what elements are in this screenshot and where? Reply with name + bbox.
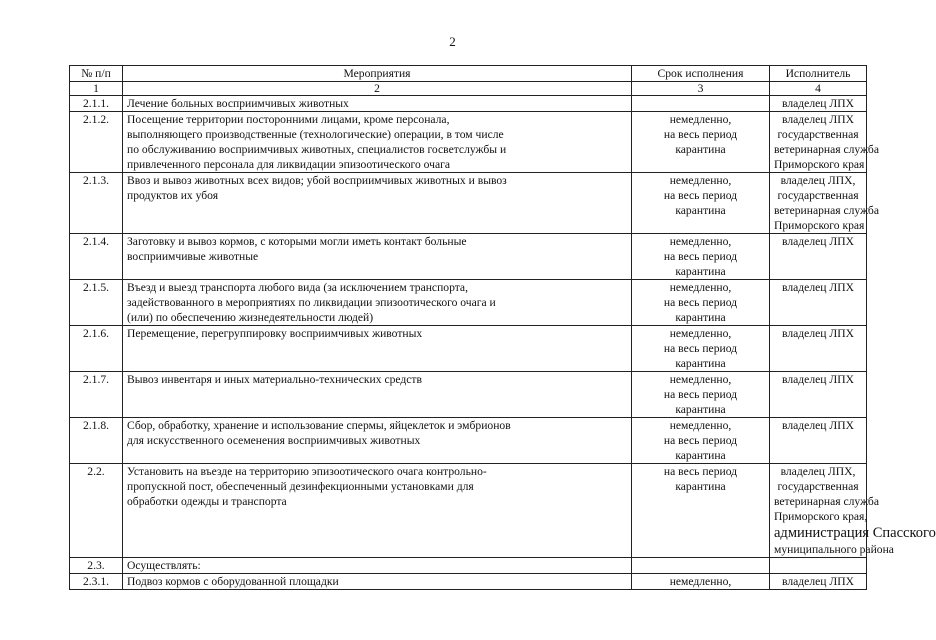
executor-line: владелец ЛПХ <box>782 113 854 126</box>
term-cell <box>632 96 770 112</box>
measure-cell <box>123 112 632 173</box>
term-line: немедленно, <box>669 174 732 187</box>
measure-line: Установить на въезде на территорию эпизоотического очага контрольно- <box>127 465 487 478</box>
term-line: на весь период <box>663 434 738 447</box>
executor-line: владелец ЛПХ <box>782 281 854 294</box>
executor-line: владелец ЛПХ <box>782 373 854 386</box>
term-line: карантина <box>675 265 726 278</box>
header-executor: Исполнитель <box>770 66 867 82</box>
measure-line: привлеченного персонала для ликвидации эпизоотического очага <box>127 158 451 171</box>
measure-cell <box>123 558 632 574</box>
term-line: карантина <box>675 403 726 416</box>
measure-cell <box>123 326 632 372</box>
executor-cell <box>770 418 867 464</box>
term-line: немедленно, <box>669 419 732 432</box>
table-row <box>70 173 867 234</box>
measure-line: задействованного в мероприятиях по ликвидации эпизоотического очага и <box>127 296 496 309</box>
term-line: карантина <box>675 143 726 156</box>
executor-line: государственная <box>777 480 859 493</box>
executor-cell <box>770 280 867 326</box>
row-number: 2.1.7. <box>70 372 123 418</box>
measure-cell <box>123 372 632 418</box>
column-index: 3 <box>632 82 770 96</box>
header-row <box>70 66 867 82</box>
executor-line: владелец ЛПХ, <box>780 465 856 478</box>
executor-cell <box>770 464 936 558</box>
term-line: немедленно, <box>669 373 732 386</box>
measure-cell <box>123 96 632 112</box>
measure-line: Посещение территории посторонними лицами, кроме персонала, <box>127 113 450 126</box>
executor-line: владелец ЛПХ <box>782 235 854 248</box>
executor-line: Приморского края <box>774 219 865 232</box>
term-cell <box>632 464 770 558</box>
term-line: на весь период <box>663 296 738 309</box>
executor-line: владелец ЛПХ <box>782 327 854 340</box>
term-cell <box>632 558 770 574</box>
term-line: карантина <box>675 357 726 370</box>
executor-line: администрация Спасского <box>774 525 936 541</box>
table-row <box>70 234 867 280</box>
measures-table <box>69 65 936 590</box>
measure-line: (или) по обеспечению жизнедеятельности людей) <box>127 311 374 324</box>
measure-line: Лечение больных восприимчивых животных <box>127 97 349 110</box>
executor-cell <box>770 558 867 574</box>
term-cell <box>632 234 770 280</box>
row-number: 2.1.2. <box>70 112 123 173</box>
term-line: карантина <box>675 204 726 217</box>
term-line: на весь период <box>663 128 738 141</box>
measure-cell <box>123 280 632 326</box>
executor-cell <box>770 112 879 173</box>
table-row <box>70 464 867 558</box>
term-cell <box>632 574 770 590</box>
executor-cell <box>770 173 879 234</box>
executor-line: Приморского края, <box>774 510 868 523</box>
table-row <box>70 96 867 112</box>
measure-cell <box>123 173 632 234</box>
term-line: на весь период <box>663 388 738 401</box>
term-line: немедленно, <box>669 113 732 126</box>
measure-line: Заготовку и вывоз кормов, с которыми могли иметь контакт больные <box>127 235 467 248</box>
measure-line: Вывоз инвентаря и иных материально-технических средств <box>127 373 422 386</box>
table-row <box>70 112 867 173</box>
term-line: немедленно, <box>669 327 732 340</box>
executor-line: муниципального района <box>774 543 894 556</box>
term-line: на весь период <box>663 465 738 478</box>
measure-line: Подвоз кормов с оборудованной площадки <box>127 575 339 588</box>
row-number: 2.1.4. <box>70 234 123 280</box>
measure-line: обработки одежды и транспорта <box>127 495 287 508</box>
column-index-row <box>70 82 867 96</box>
row-number: 2.1.5. <box>70 280 123 326</box>
row-number: 2.1.3. <box>70 173 123 234</box>
executor-cell <box>770 234 867 280</box>
executor-cell <box>770 574 867 590</box>
header-num: № п/п <box>70 66 123 82</box>
term-line: карантина <box>675 449 726 462</box>
row-number: 2.3. <box>70 558 123 574</box>
table-row <box>70 326 867 372</box>
term-line: на весь период <box>663 189 738 202</box>
header-term: Срок исполнения <box>632 66 770 82</box>
executor-cell <box>770 326 867 372</box>
executor-line: государственная <box>777 189 859 202</box>
measure-line: по обслуживанию восприимчивых животных, специалистов госветслужбы и <box>127 143 507 156</box>
measure-cell <box>123 234 632 280</box>
measure-line: для искусственного осеменения восприимчивых животных <box>127 434 421 447</box>
term-cell <box>632 326 770 372</box>
term-cell <box>632 372 770 418</box>
executor-line: владелец ЛПХ <box>782 575 854 588</box>
executor-cell <box>770 96 867 112</box>
table-body <box>70 96 936 590</box>
executor-line: ветеринарная служба <box>774 204 879 217</box>
term-line: немедленно, <box>669 235 732 248</box>
term-line: немедленно, <box>669 281 732 294</box>
executor-line: ветеринарная служба <box>774 143 879 156</box>
executor-line: государственная <box>777 128 859 141</box>
executor-line: Приморского края <box>774 158 865 171</box>
page-number: 2 <box>449 34 456 49</box>
term-cell <box>632 112 770 173</box>
table-row <box>70 372 867 418</box>
executor-line: владелец ЛПХ, <box>780 174 856 187</box>
table-row <box>70 574 867 590</box>
measure-line: Перемещение, перегруппировку восприимчивых животных <box>127 327 423 340</box>
measure-cell <box>123 418 632 464</box>
term-cell <box>632 418 770 464</box>
executor-line: владелец ЛПХ <box>782 97 854 110</box>
measure-line: Ввоз и вывоз животных всех видов; убой восприимчивых животных и вывоз <box>127 174 507 187</box>
measure-line: Сбор, обработку, хранение и использование спермы, яйцеклеток и эмбрионов <box>127 419 511 432</box>
term-line: немедленно, <box>669 575 732 588</box>
measure-line: Въезд и выезд транспорта любого вида (за исключением транспорта, <box>127 281 468 294</box>
term-cell <box>632 280 770 326</box>
row-number: 2.3.1. <box>70 574 123 590</box>
row-number: 2.1.8. <box>70 418 123 464</box>
measure-cell <box>123 574 632 590</box>
executor-line: владелец ЛПХ <box>782 419 854 432</box>
measure-line: пропускной пост, обеспеченный дезинфекционными установками для <box>127 480 474 493</box>
row-number: 2.2. <box>70 464 123 558</box>
measure-line: продуктов их убоя <box>127 189 219 202</box>
term-line: на весь период <box>663 342 738 355</box>
column-index: 2 <box>123 82 632 96</box>
measure-line: восприимчивые животные <box>127 250 259 263</box>
measure-line: Осуществлять: <box>127 559 201 572</box>
term-line: карантина <box>675 480 726 493</box>
term-line: карантина <box>675 311 726 324</box>
row-number: 2.1.1. <box>70 96 123 112</box>
column-index: 1 <box>70 82 123 96</box>
row-number: 2.1.6. <box>70 326 123 372</box>
table-row <box>70 418 867 464</box>
table-row <box>70 280 867 326</box>
executor-cell <box>770 372 867 418</box>
measure-line: выполняющего производственные (технологические) операции, в том числе <box>127 128 504 141</box>
term-line: на весь период <box>663 250 738 263</box>
table-row <box>70 558 867 574</box>
header-measures: Мероприятия <box>123 66 632 82</box>
column-index: 4 <box>770 82 867 96</box>
executor-line: ветеринарная служба <box>774 495 879 508</box>
term-cell <box>632 173 770 234</box>
measure-cell <box>123 464 632 558</box>
